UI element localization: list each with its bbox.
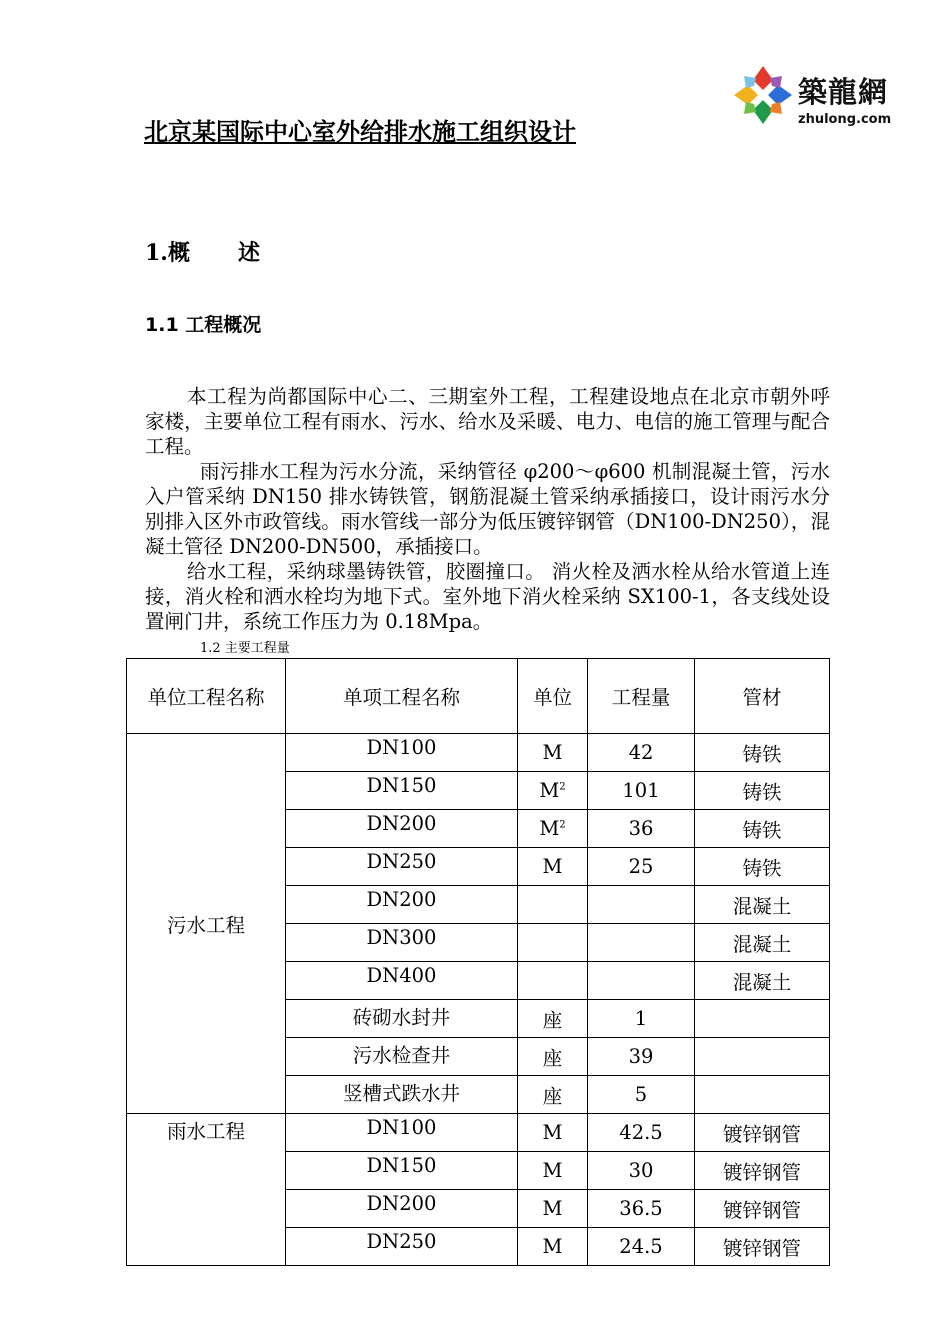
unit-project-name-cell: 雨水工程: [127, 1114, 286, 1266]
item-name-cell: DN400: [286, 962, 518, 1000]
material-cell: 铸铁: [695, 734, 830, 772]
table-header-row: [127, 659, 830, 734]
quantity-cell: 25: [588, 848, 695, 886]
unit-cell: M: [518, 734, 588, 772]
item-name-cell: DN250: [286, 1228, 518, 1266]
unit-cell: [518, 962, 588, 1000]
item-name-cell: DN200: [286, 1190, 518, 1228]
item-name-cell: 竖槽式跌水井: [286, 1076, 518, 1114]
section-1-word-1: 概: [167, 240, 190, 266]
material-cell: 铸铁: [695, 810, 830, 848]
material-cell: 铸铁: [695, 848, 830, 886]
unit-cell: 座: [518, 1076, 588, 1114]
unit-cell: M: [518, 848, 588, 886]
item-name-cell: DN100: [286, 734, 518, 772]
unit-cell: [518, 924, 588, 962]
material-cell: 混凝土: [695, 924, 830, 962]
unit-superscript: 2: [559, 781, 566, 793]
logo-domain-text: zhulong.com: [798, 112, 892, 127]
unit-cell: M: [518, 1152, 588, 1190]
material-cell: 镀锌钢管: [695, 1228, 830, 1266]
item-name-cell: DN200: [286, 886, 518, 924]
quantity-cell: 5: [588, 1076, 695, 1114]
header-cell: 工程量: [588, 659, 695, 734]
unit-cell: M: [518, 1190, 588, 1228]
material-cell: 混凝土: [695, 886, 830, 924]
unit-superscript: 2: [559, 819, 566, 831]
unit-cell: [518, 886, 588, 924]
quantity-cell: 101: [588, 772, 695, 810]
item-name-cell: DN300: [286, 924, 518, 962]
section-1-heading: [145, 236, 260, 267]
quantity-cell: 42: [588, 734, 695, 772]
zhulong-logo: [732, 64, 902, 134]
item-name-cell: DN250: [286, 848, 518, 886]
table-body: [127, 734, 830, 1266]
section-1-word-2: 述: [237, 240, 260, 266]
quantity-cell: 1: [588, 1000, 695, 1038]
zhulong-logo-mark-icon: [732, 64, 794, 126]
quantity-cell: 36.5: [588, 1190, 695, 1228]
material-cell: [695, 1076, 830, 1114]
material-cell: 铸铁: [695, 772, 830, 810]
table-row: [127, 734, 830, 772]
paragraph-1: 本工程为尚都国际中心二、三期室外工程，工程建设地点在北京市朝外呼家楼，主要单位工程有雨水、污水、给水及采暖、电力、电信的施工管理与配合工程。: [145, 385, 830, 458]
header-cell: 管材: [695, 659, 830, 734]
quantity-cell: [588, 886, 695, 924]
quantity-cell: 42.5: [588, 1114, 695, 1152]
section-1-1-heading: 1.1 工程概况: [145, 314, 262, 336]
item-name-cell: 污水检查井: [286, 1038, 518, 1076]
section-1-number: 1.: [145, 240, 168, 266]
overview-body: [145, 384, 830, 634]
material-cell: [695, 1000, 830, 1038]
header-cell: 单位: [518, 659, 588, 734]
header-cell: 单项工程名称: [286, 659, 518, 734]
material-cell: [695, 1038, 830, 1076]
item-name-cell: DN100: [286, 1114, 518, 1152]
quantity-cell: 39: [588, 1038, 695, 1076]
unit-cell: $M^2$: [518, 810, 588, 848]
unit-cell: $M^2$: [518, 772, 588, 810]
quantity-cell: [588, 924, 695, 962]
logo-chinese-text: 築龍網: [798, 75, 889, 109]
material-cell: 混凝土: [695, 962, 830, 1000]
material-cell: 镀锌钢管: [695, 1114, 830, 1152]
header-cell: 单位工程名称: [127, 659, 286, 734]
quantities-table: [126, 658, 830, 1266]
quantity-cell: 24.5: [588, 1228, 695, 1266]
unit-project-name-cell: 污水工程: [127, 734, 286, 1114]
unit-cell: 座: [518, 1000, 588, 1038]
quantity-cell: 36: [588, 810, 695, 848]
table-row: [127, 1114, 830, 1152]
material-cell: 镀锌钢管: [695, 1152, 830, 1190]
unit-cell: 座: [518, 1038, 588, 1076]
item-name-cell: 砖砌水封井: [286, 1000, 518, 1038]
item-name-cell: DN150: [286, 1152, 518, 1190]
quantity-cell: 30: [588, 1152, 695, 1190]
paragraph-3: 给水工程，采纳球墨铸铁管，胶圈撞口。 消火栓及洒水栓从给水管道上连接，消火栓和洒水栓均为地下式。室外地下消火栓采纳 SX100-1，各支线处设置闸门井，系统工作压力为 0.18Mpa。: [145, 560, 830, 633]
material-cell: 镀锌钢管: [695, 1190, 830, 1228]
table-caption: 1.2 主要工程量: [200, 641, 290, 656]
unit-cell: M: [518, 1114, 588, 1152]
paragraph-2: 雨污排水工程为污水分流，采纳管径 φ200～φ600 机制混凝土管，污水入户管采纳 DN150 排水铸铁管，钢筋混凝土管采纳承插接口，设计雨污水分别排入区外市政管线。雨水管线一部分为低压镀锌钢管（DN100-DN250），混凝土管径 DN200-DN500，承插接口。: [145, 460, 830, 558]
item-name-cell: DN150: [286, 772, 518, 810]
document-title: 北京某国际中心室外给排水施工组织设计: [144, 118, 576, 146]
item-name-cell: DN200: [286, 810, 518, 848]
unit-cell: M: [518, 1228, 588, 1266]
quantity-cell: [588, 962, 695, 1000]
